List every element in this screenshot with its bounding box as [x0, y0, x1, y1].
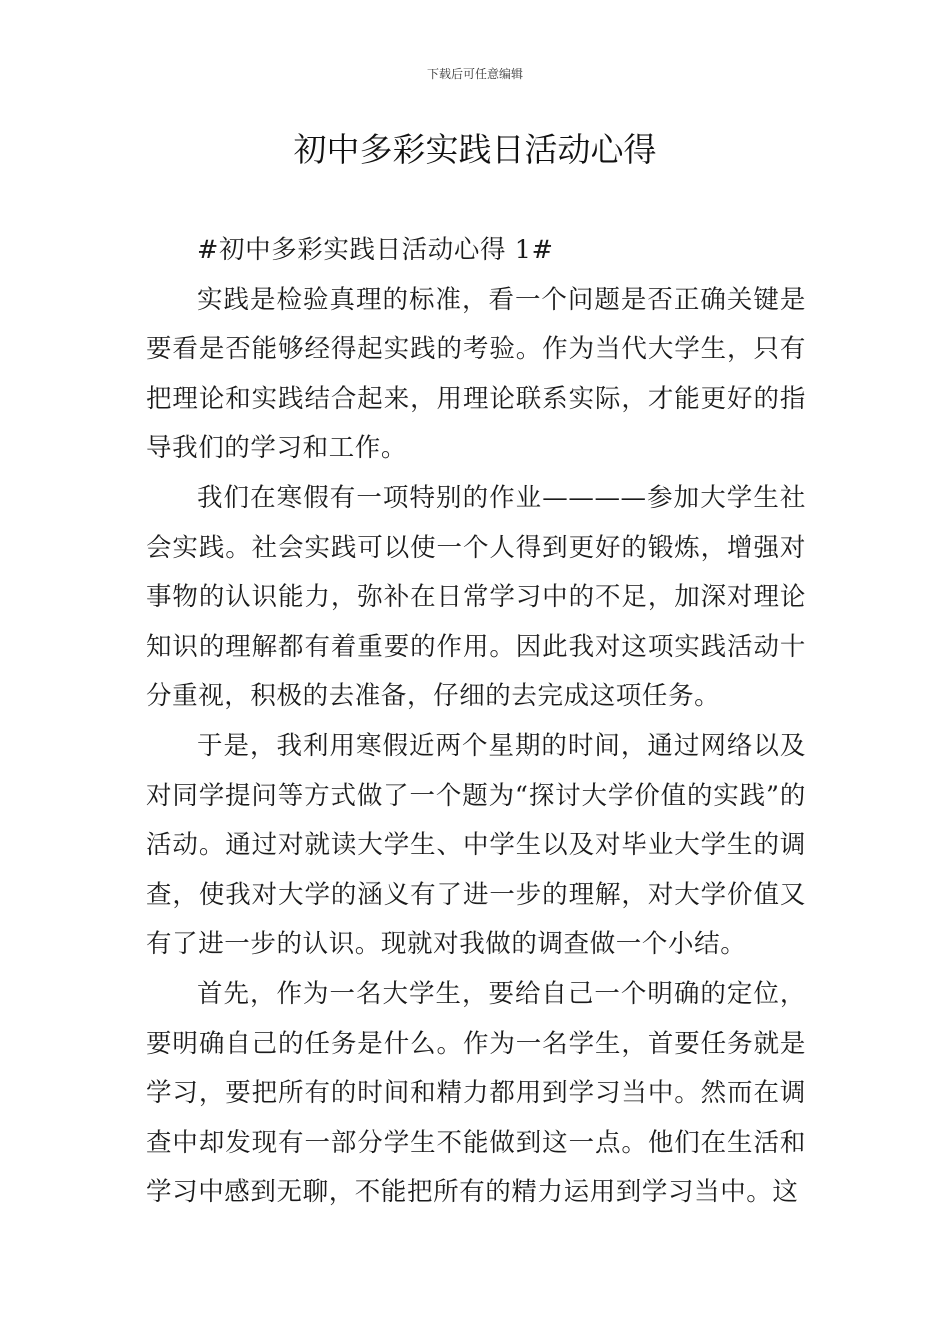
header-note: 下载后可任意编辑 — [426, 67, 523, 81]
section-heading: #初中多彩实践日活动心得 1# — [197, 235, 554, 265]
document-body — [146, 226, 806, 1218]
paragraph-1: 实践是检验真理的标准，看一个问题是否正确关键是要看是否能够经得起实践的考验。作为当代大学生，只有把理论和实践结合起来，用理论联系实际，才能更好的指导我们的学习和工作。 — [146, 284, 806, 464]
page-title: 初中多彩实践日活动心得 — [293, 130, 657, 169]
paragraph-2: 我们在寒假有一项特别的作业————参加大学生社会实践。社会实践可以使一个人得到更好的锻炼，增强对事物的认识能力，弥补在日常学习中的不足，加深对理论知识的理解都有着重要的作用。因此我对这项实践活动十分重视，积极的去准备，仔细的去完成这项任务。 — [146, 482, 806, 712]
paragraph-4: 首先，作为一名大学生，要给自己一个明确的定位，要明确自己的任务是什么。作为一名学生，首要任务就是学习，要把所有的时间和精力都用到学习当中。然而在调查中却发现有一部分学生不能做到这一点。他们在生活和学习中感到无聊，不能把所有的精力运用到学习当中。这 — [146, 978, 806, 1208]
paragraph-3: 于是，我利用寒假近两个星期的时间，通过网络以及对同学提问等方式做了一个题为“探讨大学价值的实践”的活动。通过对就读大学生、中学生以及对毕业大学生的调查，使我对大学的涵义有了进一步的理解，对大学价值又有了进一步的认识。现就对我做的调查做一个小结。 — [146, 730, 806, 960]
